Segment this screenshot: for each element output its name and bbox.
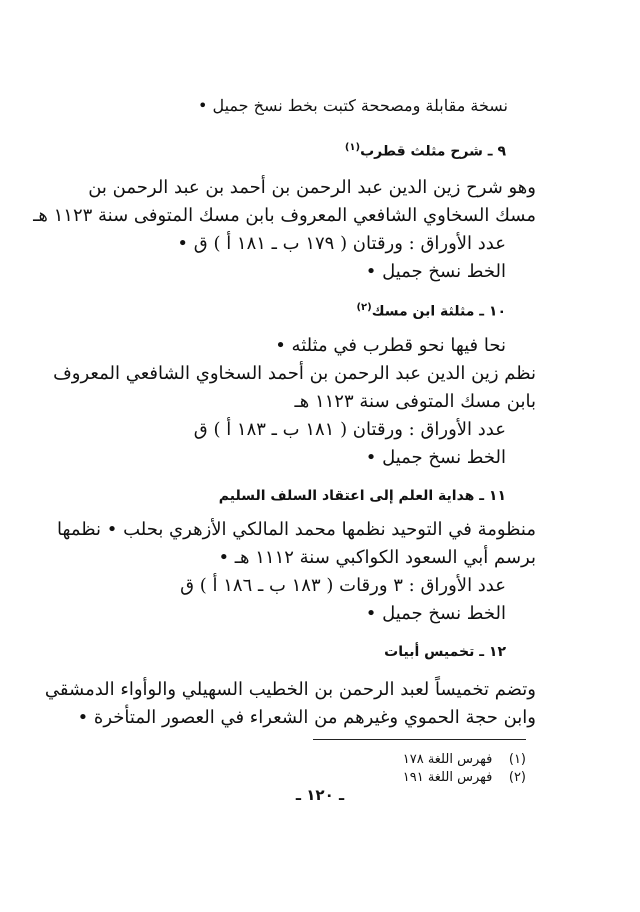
item10-paragraph-line1: نحا فيها نحو قطرب في مثلثه • [275, 335, 506, 356]
item12-paragraph-line1: وتضم تخميساً لعبد الرحمن بن الخطيب السهيلي والوأواء الدمشقي [44, 679, 536, 700]
item9-paragraph-line2: مسك السخاوي الشافعي المعروف بابن مسك المتوفى سنة ١١٢٣ هـ [33, 205, 536, 226]
item9-footnote-ref: (١) [344, 142, 361, 153]
item10-leaves: عدد الأوراق : ورقتان ( ١٨١ ب ـ ١٨٣ أ ) ق [193, 419, 506, 440]
item11-paragraph-line1: منظومة في التوحيد نظمها محمد المالكي الأزهري بحلب • نظمها [57, 519, 536, 540]
footnote-1-text: فهرس اللغة ١٧٨ [402, 752, 493, 767]
item9-heading-text: ٩ ـ شرح مثلث قطرب [360, 143, 506, 160]
item11-leaves: عدد الأوراق : ٣ ورقات ( ١٨٣ ب ـ ١٨٦ أ ) ق [180, 575, 506, 596]
item10-heading [356, 296, 506, 324]
item10-paragraph-line2: نظم زين الدين عبد الرحمن بن أحمد السخاوي الشافعي المعروف [53, 363, 536, 384]
item10-paragraph-line3: بابن مسك المتوفى سنة ١١٢٣ هـ [294, 391, 536, 412]
footnote-2-number: (٢) [508, 770, 526, 785]
item9-heading [345, 136, 506, 164]
item11-heading: ١١ ـ هداية العلم إلى اعتقاد السلف السليم [218, 488, 506, 504]
item12-heading: ١٢ ـ تخميس أبيات [384, 644, 506, 660]
item12-paragraph-line2: وابن حجة الحموي وغيرهم من الشعراء في العصور المتأخرة • [77, 707, 536, 728]
item11-script: الخط نسخ جميل • [365, 603, 506, 624]
item9-paragraph-line1: وهو شرح زين الدين عبد الرحمن بن أحمد بن عبد الرحمن بن [88, 177, 536, 198]
item9-script: الخط نسخ جميل • [365, 261, 506, 282]
footnote-divider [313, 739, 526, 740]
footnote-1-number: (١) [508, 752, 526, 767]
item10-heading-text: ١٠ ـ مثلثة ابن مسك [371, 303, 506, 320]
item9-leaves: عدد الأوراق : ورقتان ( ١٧٩ ب ـ ١٨١ أ ) ق • [177, 233, 506, 254]
footnote-2-text: فهرس اللغة ١٩١ [402, 770, 493, 785]
item10-footnote-ref: (٢) [356, 302, 372, 313]
item11-paragraph-line2: برسم أبي السعود الكواكبي سنة ١١١٢ هـ • [218, 547, 536, 568]
page-number: ـ ١٢٠ ـ [295, 786, 345, 804]
item10-script: الخط نسخ جميل • [365, 447, 506, 468]
intro-note: نسخة مقابلة ومصححة كتبت بخط نسخ جميل • [197, 96, 508, 115]
